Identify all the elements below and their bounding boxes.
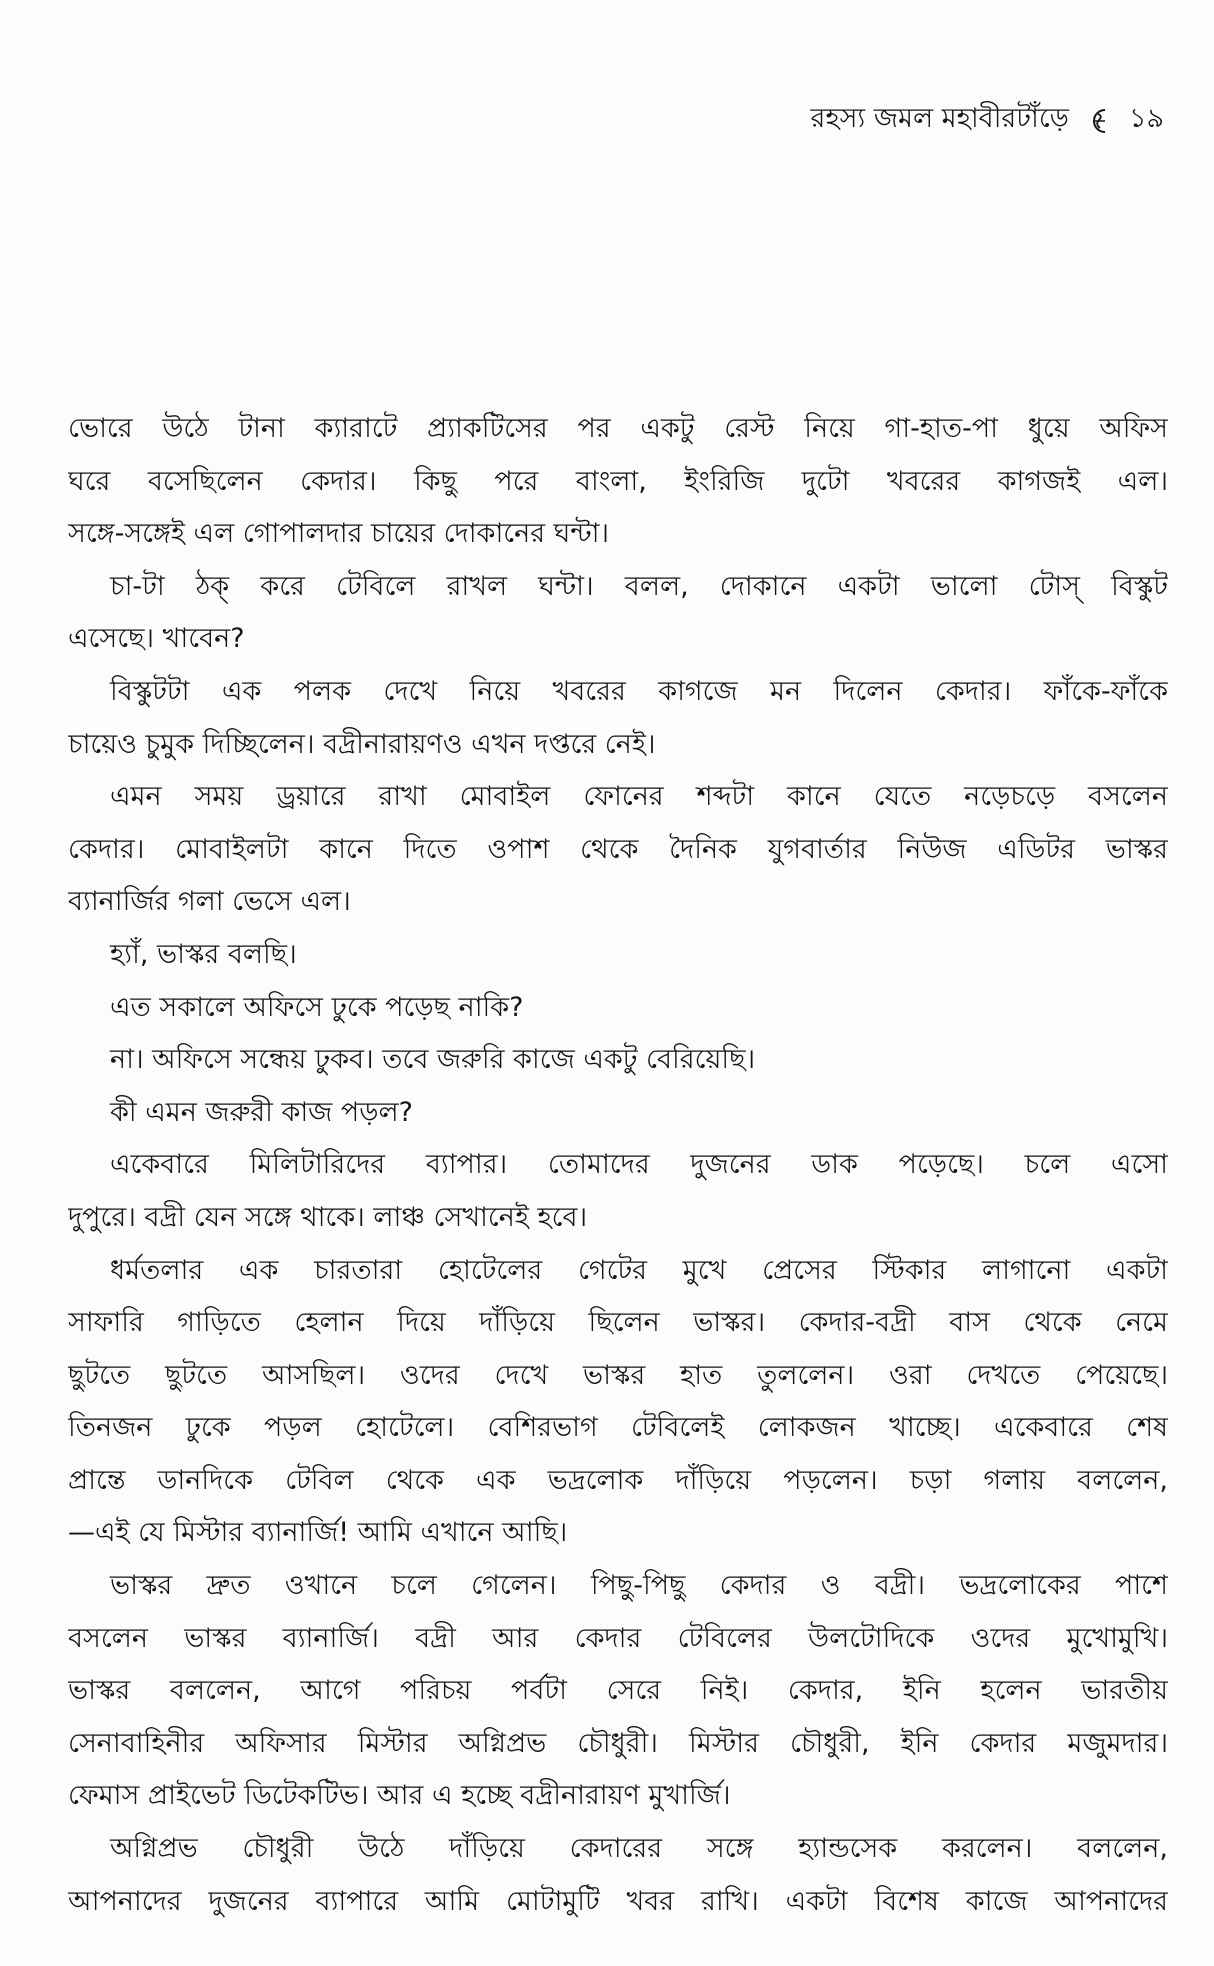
text-line: বসলেন ভাস্কর ব্যানার্জি। বদ্রী আর কেদার টেবিলের উলটোদিকে ওদের মুখোমুখি। — [68, 1622, 1168, 1654]
text-line: ছুটতে ছুটতে আসছিল। ওদের দেখে ভাস্কর হাত তুললেন। ওরা দেখতে পেয়েছে। — [68, 1359, 1168, 1391]
text-line: এসেছে। খাবেন? — [68, 623, 245, 655]
text-line: তিনজন ঢুকে পড়ল হোটেলে। বেশিরভাগ টেবিলেই লোকজন খাচ্ছে। একেবারে শেষ — [68, 1412, 1168, 1444]
text-line: না। অফিসে সন্ধেয় ঢুকব। তবে জরুরি কাজে একটু বেরিয়েছি। — [110, 1044, 756, 1076]
text-line: কী এমন জরুরী কাজ পড়ল? — [110, 1096, 413, 1128]
text-line: চা-টা ঠক্ করে টেবিলে রাখল ঘন্টা। বলল, দোকানে একটা ভালো টোস্ বিস্কুট — [110, 570, 1168, 602]
text-line: এত সকালে অফিসে ঢুকে পড়েছ নাকি? — [110, 991, 524, 1023]
text-line: ভোরে উঠে টানা ক্যারাটে প্র্যাকটিসের পর একটু রেস্ট নিয়ে গা-হাত-পা ধুয়ে অফিস — [68, 413, 1168, 444]
running-title: রহস্য জমল মহাবীরটাঁড়ে — [810, 103, 1069, 134]
text-line: ফেমাস প্রাইভেট ডিটেকটিভ। আর এ হচ্ছে বদ্রীনারায়ণ মুখার্জি। — [68, 1780, 731, 1812]
text-line: ঘরে বসেছিলেন কেদার। কিছু পরে বাংলা, ইংরিজি দুটো খবরের কাগজই এল। — [68, 465, 1168, 497]
text-line: ধর্মতলার এক চারতারা হোটেলের গেটের মুখে প্রেসের স্টিকার লাগানো একটা — [110, 1254, 1168, 1286]
text-line: ভাস্কর বললেন, আগে পরিচয় পর্বটা সেরে নিই। কেদার, ইনি হলেন ভারতীয় — [68, 1675, 1168, 1707]
text-line: সঙ্গে-সঙ্গেই এল গোপালদার চায়ের দোকানের ঘন্টা। — [68, 518, 610, 550]
text-line: হ্যাঁ, ভাস্কর বলছি। — [110, 938, 297, 970]
page-body-text — [68, 403, 1168, 1928]
text-line: প্রান্তে ডানদিকে টেবিল থেকে এক ভদ্রলোক দাঁড়িয়ে পড়লেন। চড়া গলায় বললেন, — [68, 1464, 1168, 1496]
text-line: সেনাবাহিনীর অফিসার মিস্টার অগ্নিপ্রভ চৌধুরী। মিস্টার চৌধুরী, ইনি কেদার মজুমদার। — [68, 1727, 1168, 1759]
text-line: ব্যানার্জির গলা ভেসে এল। — [68, 886, 351, 918]
decorative-ornament-icon — [1085, 106, 1113, 136]
text-line: এমন সময় ড্রয়ারে রাখা মোবাইল ফোনের শব্দটা কানে যেতে নড়েচড়ে বসলেন — [110, 781, 1168, 813]
text-line: অগ্নিপ্রভ চৌধুরী উঠে দাঁড়িয়ে কেদারের সঙ্গে হ্যান্ডসেক করলেন। বললেন, — [110, 1833, 1168, 1865]
page-number: ১৯ — [1128, 103, 1164, 134]
text-line: দুপুরে। বদ্রী যেন সঙ্গে থাকে। লাঞ্চ সেখানেই হবে। — [68, 1201, 588, 1233]
text-line: ভাস্কর দ্রুত ওখানে চলে গেলেন। পিছু-পিছু কেদার ও বদ্রী। ভদ্রলোকের পাশে — [110, 1570, 1168, 1602]
text-line: সাফারি গাড়িতে হেলান দিয়ে দাঁড়িয়ে ছিলেন ভাস্কর। কেদার-বদ্রী বাস থেকে নেমে — [68, 1307, 1168, 1339]
text-line: কেদার। মোবাইলটা কানে দিতে ওপাশ থেকে দৈনিক যুগবার্তার নিউজ এডিটর ভাস্কর — [68, 833, 1168, 865]
text-line: একেবারে মিলিটারিদের ব্যাপার। তোমাদের দুজনের ডাক পড়েছে। চলে এসো — [110, 1149, 1168, 1181]
running-header — [811, 98, 1164, 143]
text-line: বিস্কুটটা এক পলক দেখে নিয়ে খবরের কাগজে মন দিলেন কেদার। ফাঁকে-ফাঁকে — [110, 675, 1168, 707]
text-line: আপনাদের দুজনের ব্যাপারে আমি মোটামুটি খবর রাখি। একটা বিশেষ কাজে আপনাদের — [68, 1885, 1168, 1917]
text-line: —এই যে মিস্টার ব্যানার্জি! আমি এখানে আছি। — [68, 1517, 568, 1549]
text-line: চায়েও চুমুক দিচ্ছিলেন। বদ্রীনারায়ণও এখন দপ্তরে নেই। — [68, 728, 656, 760]
